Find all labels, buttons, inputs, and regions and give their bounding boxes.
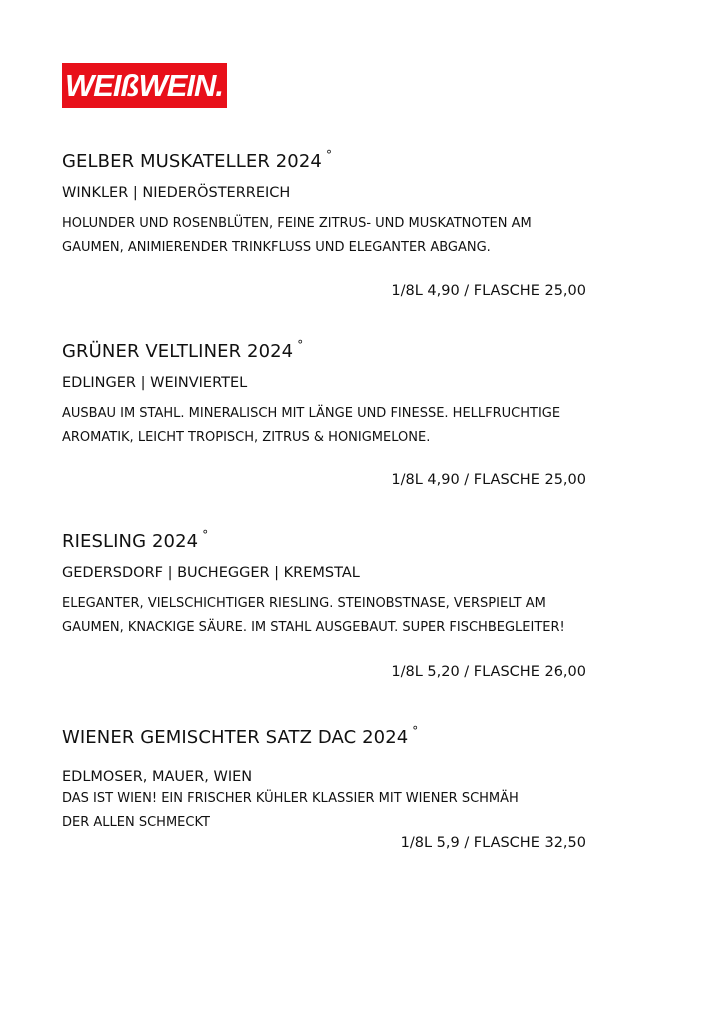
wine-title bbox=[62, 333, 602, 364]
wine-marker: ° bbox=[325, 148, 333, 162]
wine-name: GELBER MUSKATELLER 2024 bbox=[62, 151, 322, 172]
wine-description: ELEGANTER, VIELSCHICHTIGER RIESLING. STEINOBSTNASE, VERSPIELT AM GAUMEN, KNACKIGE SÄURE. IM STAHL AUSGEBAUT. SUPER FISCHBEGLEITER! bbox=[62, 596, 565, 635]
wine-price: 1/8L 4,90 / FLASCHE 25,00 bbox=[391, 472, 586, 488]
wine-title bbox=[62, 143, 602, 174]
wine-name: GRÜNER VELTLINER 2024 bbox=[62, 341, 294, 362]
wine-entry-wiener-gemischter-satz bbox=[62, 719, 602, 859]
wine-description: DAS IST WIEN! EIN FRISCHER KÜHLER KLASSIER MIT WIENER SCHMÄH DER ALLEN SCHMECKT bbox=[62, 791, 519, 830]
wine-origin: EDLINGER | WEINVIERTEL bbox=[62, 375, 248, 391]
wine-origin: WINKLER | NIEDERÖSTERREICH bbox=[62, 185, 291, 201]
wine-marker: ° bbox=[412, 724, 419, 738]
wine-marker: ° bbox=[202, 528, 209, 542]
logo-text: WEIßWEIN. bbox=[65, 68, 224, 103]
wine-name: WIENER GEMISCHTER SATZ DAC 2024 bbox=[62, 727, 409, 748]
wine-price: 1/8L 4,90 / FLASCHE 25,00 bbox=[391, 283, 586, 299]
section-logo-weisswein bbox=[62, 63, 227, 108]
wine-entry-riesling bbox=[62, 523, 602, 683]
wine-description: HOLUNDER UND ROSENBLÜTEN, FEINE ZITRUS- UND MUSKATNOTEN AM GAUMEN, ANIMIERENDER TRINKFLUSS UND ELEGANTER ABGANG. bbox=[62, 216, 532, 255]
wine-price: 1/8L 5,9 / FLASCHE 32,50 bbox=[400, 835, 586, 851]
wine-price: 1/8L 5,20 / FLASCHE 26,00 bbox=[391, 664, 586, 680]
wine-description: AUSBAU IM STAHL. MINERALISCH MIT LÄNGE UND FINESSE. HELLFRUCHTIGE AROMATIK, LEICHT TROPISCH, ZITRUS & HONIGMELONE. bbox=[62, 406, 561, 445]
wine-title bbox=[62, 719, 602, 750]
wine-name: RIESLING 2024 bbox=[62, 531, 199, 552]
wine-marker: ° bbox=[297, 338, 304, 352]
wine-entry-gruener-veltliner bbox=[62, 333, 602, 493]
wine-origin: EDLMOSER, MAUER, WIEN bbox=[62, 769, 253, 785]
wine-title bbox=[62, 523, 602, 554]
wine-entry-gelber-muskateller bbox=[62, 143, 602, 303]
wine-origin: GEDERSDORF | BUCHEGGER | KREMSTAL bbox=[62, 565, 360, 581]
